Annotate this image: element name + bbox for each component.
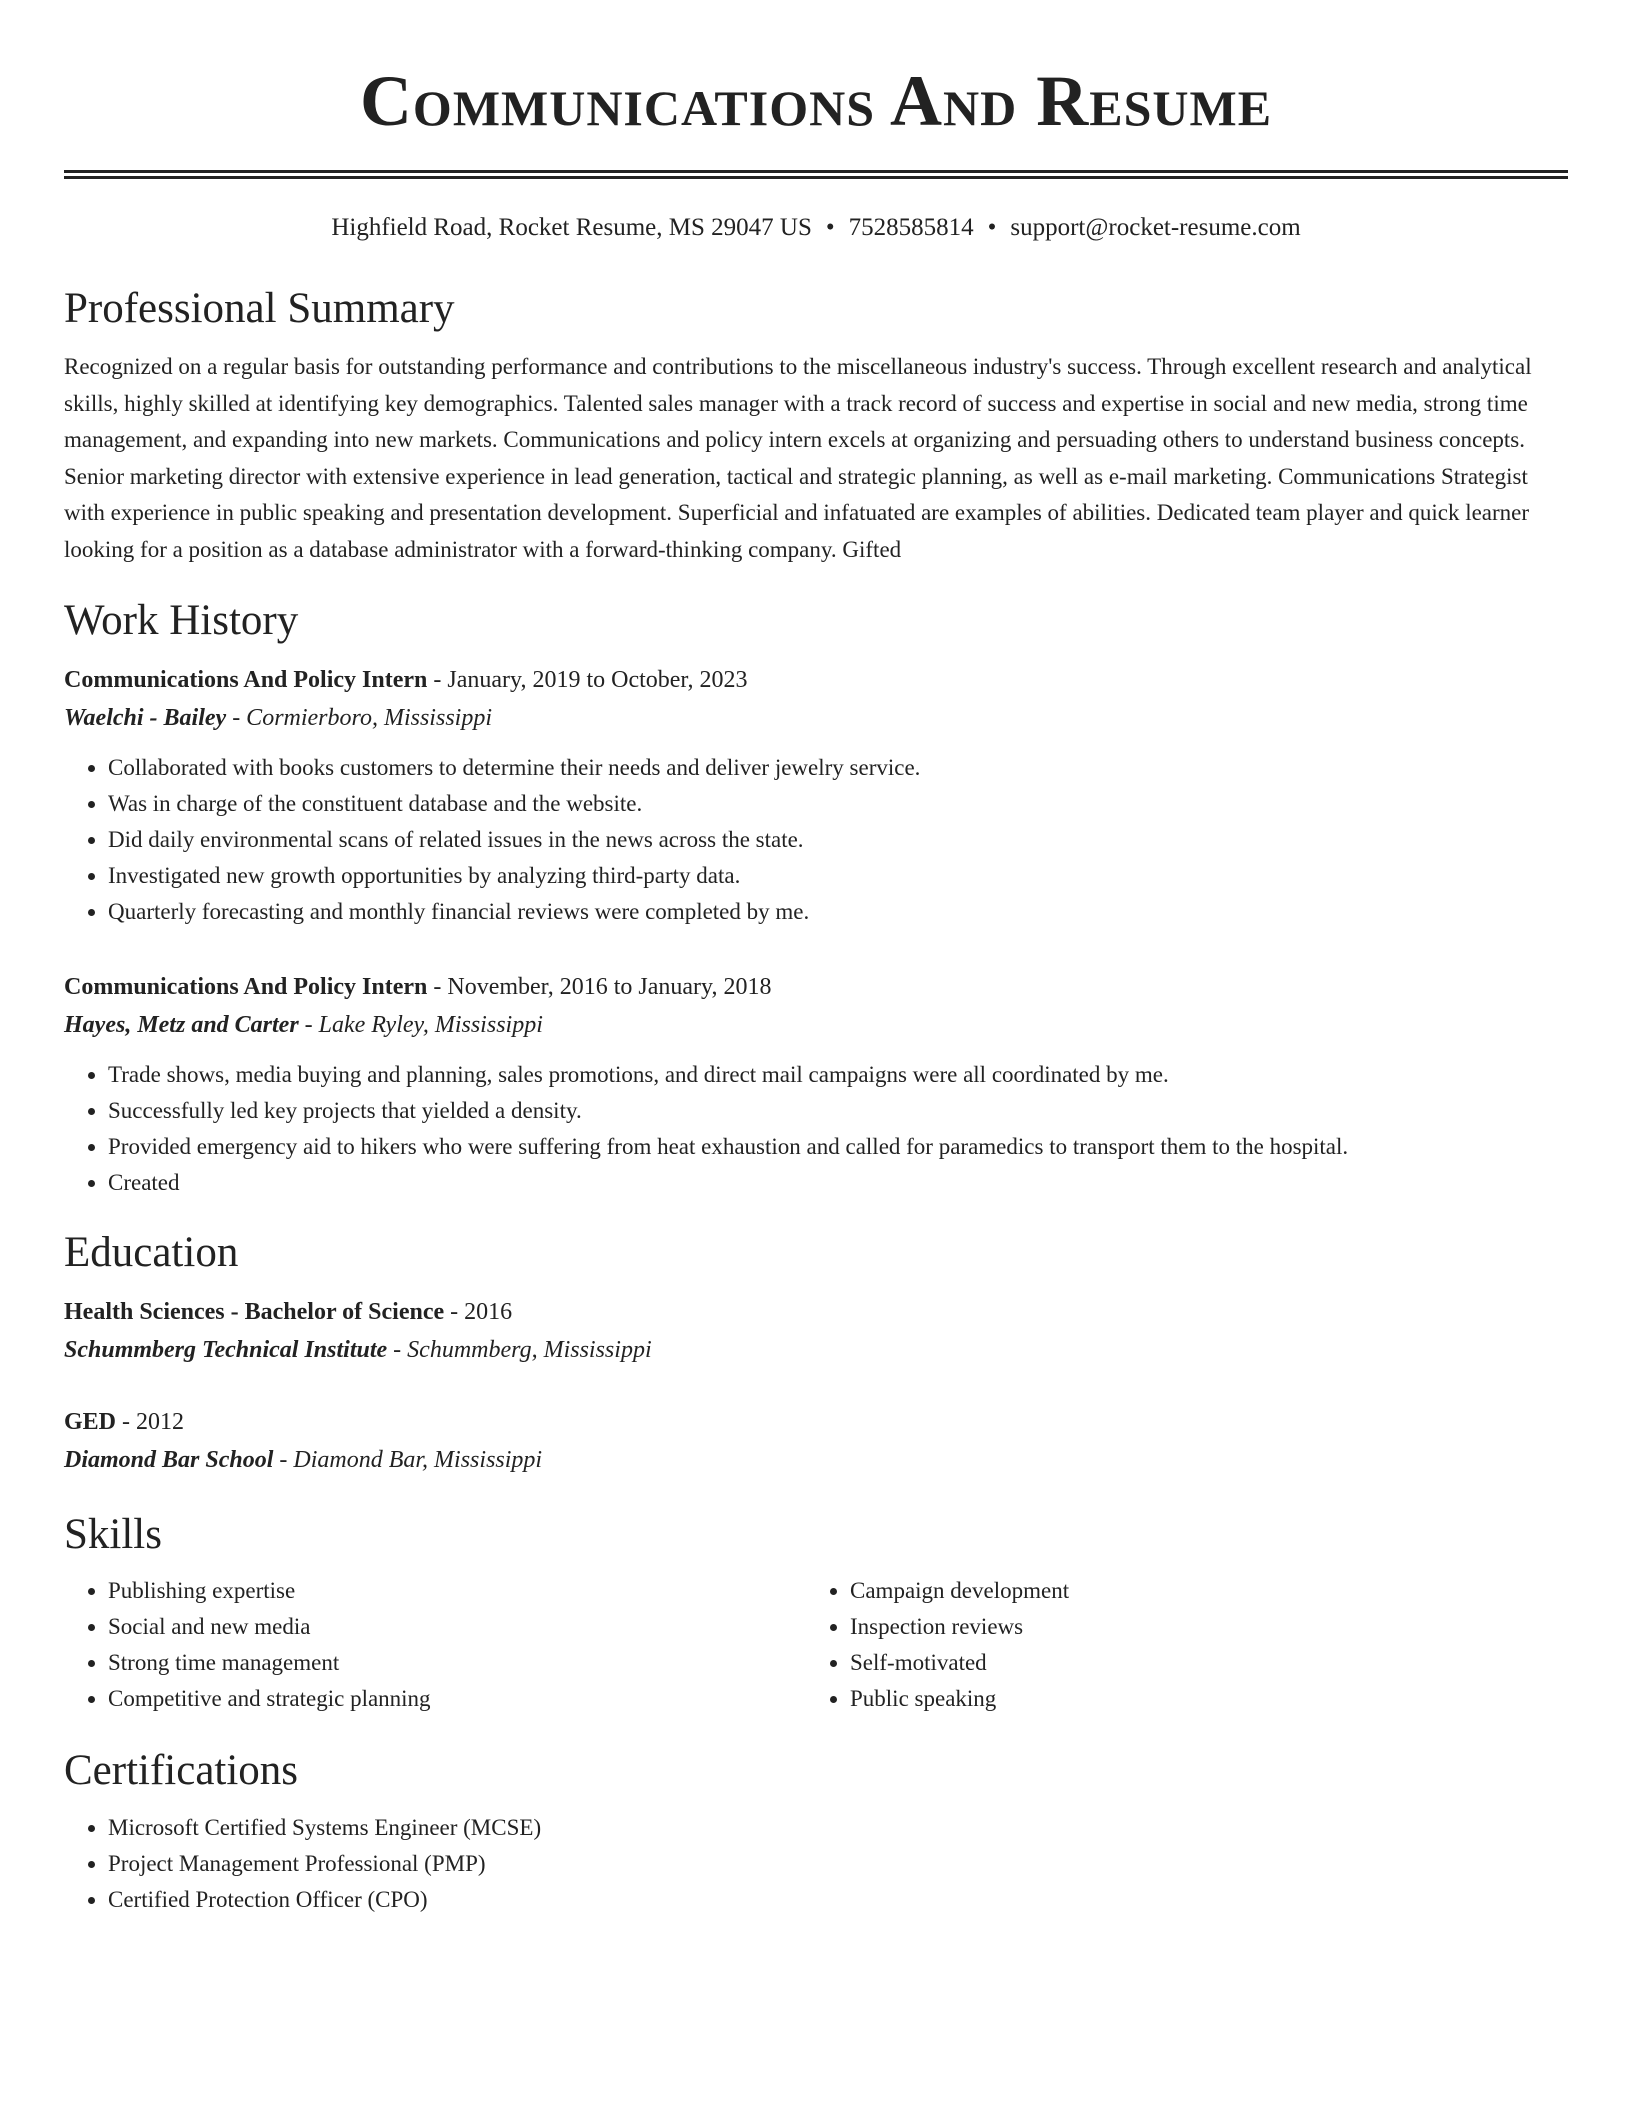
education-school: Diamond Bar School [64,1447,274,1473]
contact-separator: • [987,214,997,241]
education-school-line [64,1441,1568,1479]
education-degree: Health Sciences - Bachelor of Science [64,1299,445,1325]
list-item: • Did daily environmental scans of related issues in the news across the state. [108,822,1568,858]
job-header [64,968,1568,1006]
skills-column-left [64,1573,806,1717]
contact-line [64,211,1568,245]
skills-heading: Skills [64,1511,162,1558]
education-degree: GED [64,1409,117,1435]
list-item: • Social and new media [108,1609,806,1645]
education-school-line [64,1331,1568,1369]
job-entry [64,661,1568,930]
list-item: • Successfully led key projects that yielded a density. [108,1093,1568,1129]
job-bullets [64,750,1568,930]
job-company-line [64,699,1568,737]
list-item: • Trade shows, media buying and planning, sales promotions, and direct mail campaigns were all coordinated by me. [108,1057,1568,1093]
certifications-heading: Certifications [64,1747,299,1794]
list-item: • Campaign development [850,1573,1548,1609]
job-company: Waelchi - Bailey [64,705,227,731]
list-item: • Competitive and strategic planning [108,1681,806,1717]
skills-column-right [806,1573,1548,1717]
education-year: - 2012 [116,1409,185,1435]
job-location: - Cormierboro, Mississippi [226,705,492,731]
job-company-line [64,1006,1568,1044]
list-item: • Provided emergency aid to hikers who were suffering from heat exhaustion and called for paramedics to transport them to the hospital. [108,1129,1568,1165]
job-role: Communications And Policy Intern [64,667,428,693]
summary-heading: Professional Summary [64,285,455,332]
education-location: - Schummberg, Mississippi [387,1337,652,1363]
job-bullets [64,1057,1568,1201]
education-school: Schummberg Technical Institute [64,1337,388,1363]
education-location: - Diamond Bar, Mississippi [273,1447,543,1473]
certifications-list [64,1810,1568,1918]
list-item: • Microsoft Certified Systems Engineer (MCSE) [108,1810,1568,1846]
contact-address: Highfield Road, Rocket Resume, MS 29047 US [331,214,812,241]
education-entry [64,1293,1568,1369]
job-dates: - November, 2016 to January, 2018 [427,974,772,1000]
list-item: • Collaborated with books customers to determine their needs and deliver jewelry service. [108,750,1568,786]
work-history-heading: Work History [64,597,299,644]
list-item: • Project Management Professional (PMP) [108,1846,1568,1882]
job-role: Communications And Policy Intern [64,974,428,1000]
list-item: • Created [108,1165,1568,1201]
list-item: • Quarterly forecasting and monthly financial reviews were completed by me. [108,894,1568,930]
list-item: • Public speaking [850,1681,1548,1717]
list-item: • Publishing expertise [108,1573,806,1609]
list-item: • Was in charge of the constituent database and the website. [108,786,1568,822]
job-header [64,661,1568,699]
education-header [64,1293,1568,1331]
list-item: • Strong time management [108,1645,806,1681]
contact-email: support@rocket-resume.com [1010,214,1301,241]
education-year: - 2016 [444,1299,513,1325]
job-entry [64,968,1568,1201]
job-dates: - January, 2019 to October, 2023 [427,667,748,693]
list-item: • Certified Protection Officer (CPO) [108,1882,1568,1918]
list-item: • Inspection reviews [850,1609,1548,1645]
resume-name: Communications And Resume [359,61,1273,141]
header-divider [64,170,1568,179]
job-location: - Lake Ryley, Mississippi [298,1012,543,1038]
skills-grid [64,1573,1568,1717]
list-item: • Self-motivated [850,1645,1548,1681]
education-header [64,1403,1568,1441]
job-company: Hayes, Metz and Carter [64,1012,299,1038]
education-entry [64,1403,1568,1479]
education-heading: Education [64,1229,239,1276]
summary-text: Recognized on a regular basis for outstanding performance and contributions to the miscellaneous industry's success. Through excellent research and analytical skills, highly skilled at identifying key demographics. Talented sales manager with a track record of success and expertise in social and new media, strong time management, and expanding into new markets. Communications and policy intern excels at organizing and persuading others to understand business concepts. Senior marketing director with extensive experience in lead generation, tactical and strategic planning, as well as e-mail marketing. Communications Strategist with experience in public speaking and presentation development. Superficial and infatuated are examples of abilities. Dedicated team player and quick learner looking for a position as a database administrator with a forward-thinking company. Gifted [64,354,1532,562]
list-item: • Investigated new growth opportunities by analyzing third-party data. [108,858,1568,894]
contact-phone: 7528585814 [848,214,974,241]
contact-separator: • [825,214,835,241]
